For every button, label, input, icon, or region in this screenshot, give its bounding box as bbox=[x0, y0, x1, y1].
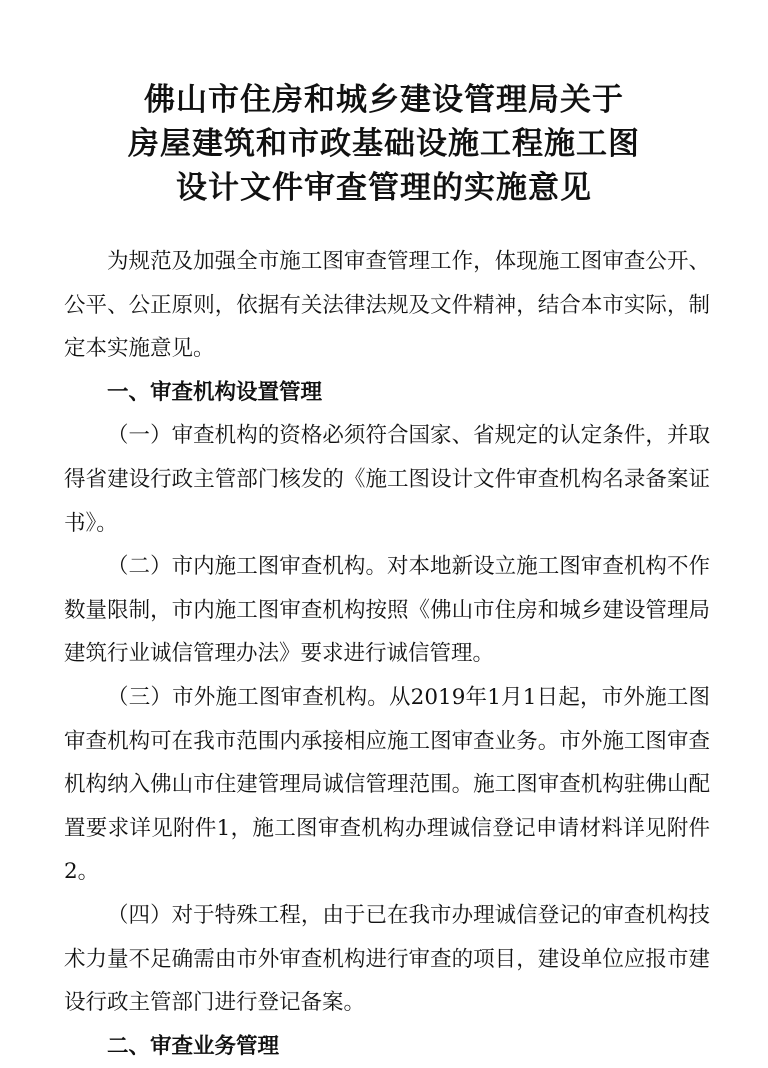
section-1-item-3: （三）市外施工图审查机构。从2019年1月1日起，市外施工图审查机构可在我市范围内承接相应施工图审查业务。市外施工图审查机构纳入佛山市住建管理局诚信管理范围。施工图审查机构驻佛山配置要求详见附件1，施工图审查机构办理诚信登记申请材料详见附件2。 bbox=[64, 684, 710, 885]
section-2-heading: 二、审查业务管理 bbox=[107, 1033, 280, 1059]
document-title bbox=[70, 78, 698, 210]
intro-paragraph: 为规范及加强全市施工图审查管理工作，体现施工图审查公开、公平、公正原则，依据有关法律法规及文件精神，结合本市实际，制定本实施意见。 bbox=[64, 249, 710, 362]
section-1-heading: 一、审查机构设置管理 bbox=[107, 379, 323, 405]
title-line-1: 佛山市住房和城乡建设管理局关于 bbox=[144, 82, 624, 118]
section-1-item-2: （二）市内施工图审查机构。对本地新设立施工图审查机构不作数量限制，市内施工图审查机构按照《佛山市住房和城乡建设管理局建筑行业诚信管理办法》要求进行诚信管理。 bbox=[64, 554, 710, 667]
title-line-2: 房屋建筑和市政基础设施工程施工图 bbox=[128, 126, 640, 162]
section-1-item-4: （四）对于特殊工程，由于已在我市办理诚信登记的审查机构技术力量不足确需由市外审查机构进行审查的项目，建设单位应报市建设行政主管部门进行登记备案。 bbox=[64, 902, 710, 1016]
section-1-item-1: （一）审查机构的资格必须符合国家、省规定的认定条件，并取得省建设行政主管部门核发的《施工图设计文件审查机构名录备案证书》。 bbox=[64, 423, 710, 536]
document-body bbox=[64, 240, 710, 1068]
title-line-3: 设计文件审查管理的实施意见 bbox=[176, 170, 592, 206]
